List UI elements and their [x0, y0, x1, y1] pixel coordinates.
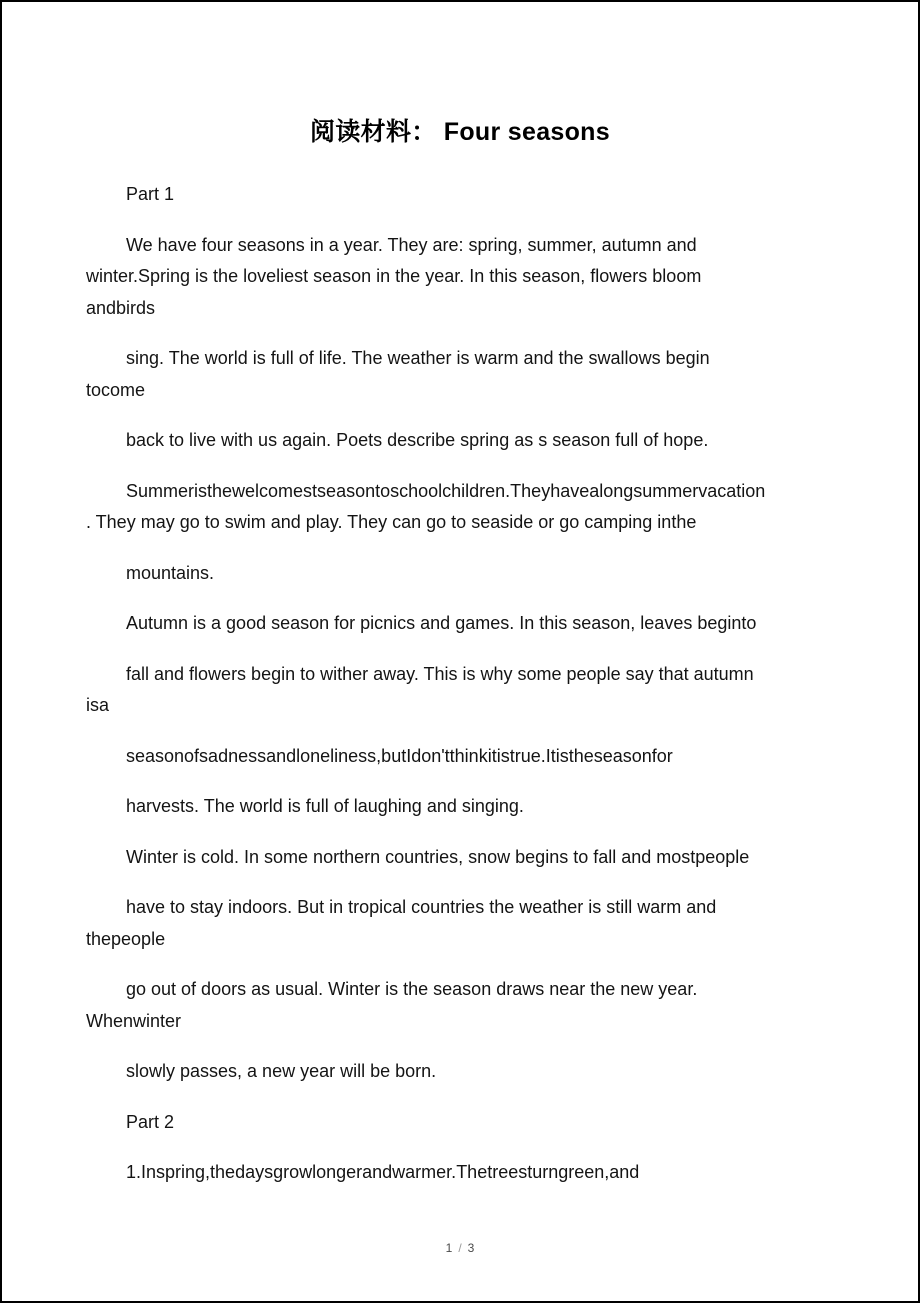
text-line: andbirds	[86, 297, 156, 318]
paragraph	[86, 842, 848, 874]
document-title: 阅读材料： Four seasons	[310, 118, 610, 146]
paragraph	[86, 741, 848, 773]
text-line: thepeople	[86, 928, 166, 949]
text-line: Autumn is a good season for picnics and games. In this season, leaves beginto	[126, 613, 757, 633]
text-line: slowly passes, a new year will be born.	[126, 1061, 437, 1081]
paragraph	[86, 974, 848, 1037]
paragraph	[86, 179, 848, 211]
paragraph	[86, 892, 848, 955]
text-line: We have four seasons in a year. They are: spring, summer, autumn and	[126, 234, 697, 255]
text-line: Whenwinter	[86, 1010, 182, 1031]
text-line: back to live with us again. Poets describe spring as s season full of hope.	[126, 430, 709, 450]
text-line: have to stay indoors. But in tropical countries the weather is still warm and	[126, 897, 717, 917]
paragraph	[86, 608, 848, 640]
paragraph	[86, 343, 848, 406]
paragraph	[86, 1056, 848, 1088]
page-number-total: 3	[467, 1241, 475, 1255]
document-body	[2, 148, 918, 1189]
paragraph	[86, 659, 848, 722]
text-line: isa	[86, 695, 110, 715]
text-line: sing. The world is full of life. The weather is warm and the swallows begin	[126, 348, 710, 368]
text-line: Winter is cold. In some northern countries, snow begins to fall and mostpeople	[126, 846, 750, 867]
text-line: . They may go to swim and play. They can go to seaside or go camping inthe	[86, 512, 697, 532]
paragraph	[86, 425, 848, 457]
page-number-separator: /	[458, 1241, 462, 1255]
text-line: winter.Spring is the loveliest season in the year. In this season, flowers bloom	[86, 266, 702, 286]
text-line: Part 2	[126, 1111, 175, 1132]
text-line: go out of doors as usual. Winter is the season draws near the new year.	[126, 979, 698, 999]
text-line: tocome	[86, 379, 146, 400]
text-line: harvests. The world is full of laughing and singing.	[126, 796, 524, 816]
page-number-current: 1	[445, 1241, 453, 1255]
text-line: Part 1	[126, 184, 175, 204]
paragraph	[86, 476, 848, 539]
paragraph	[86, 230, 848, 325]
text-line: fall and flowers begin to wither away. This is why some people say that autumn	[126, 663, 754, 684]
paragraph	[86, 558, 848, 590]
text-line: 1.Inspring,thedaysgrowlongerandwarmer.Thetreesturngreen,and	[126, 1162, 640, 1182]
text-line: mountains.	[126, 562, 215, 583]
page-footer	[2, 1241, 918, 1255]
text-line: Summeristhewelcomestseasontoschoolchildren.Theyhavealongsummervacation	[126, 480, 766, 501]
paragraph	[86, 1157, 848, 1189]
paragraph	[86, 791, 848, 823]
text-line: seasonofsadnessandloneliness,butIdon'tthinkitistrue.Itistheseasonfor	[126, 745, 673, 766]
paragraph	[86, 1107, 848, 1139]
